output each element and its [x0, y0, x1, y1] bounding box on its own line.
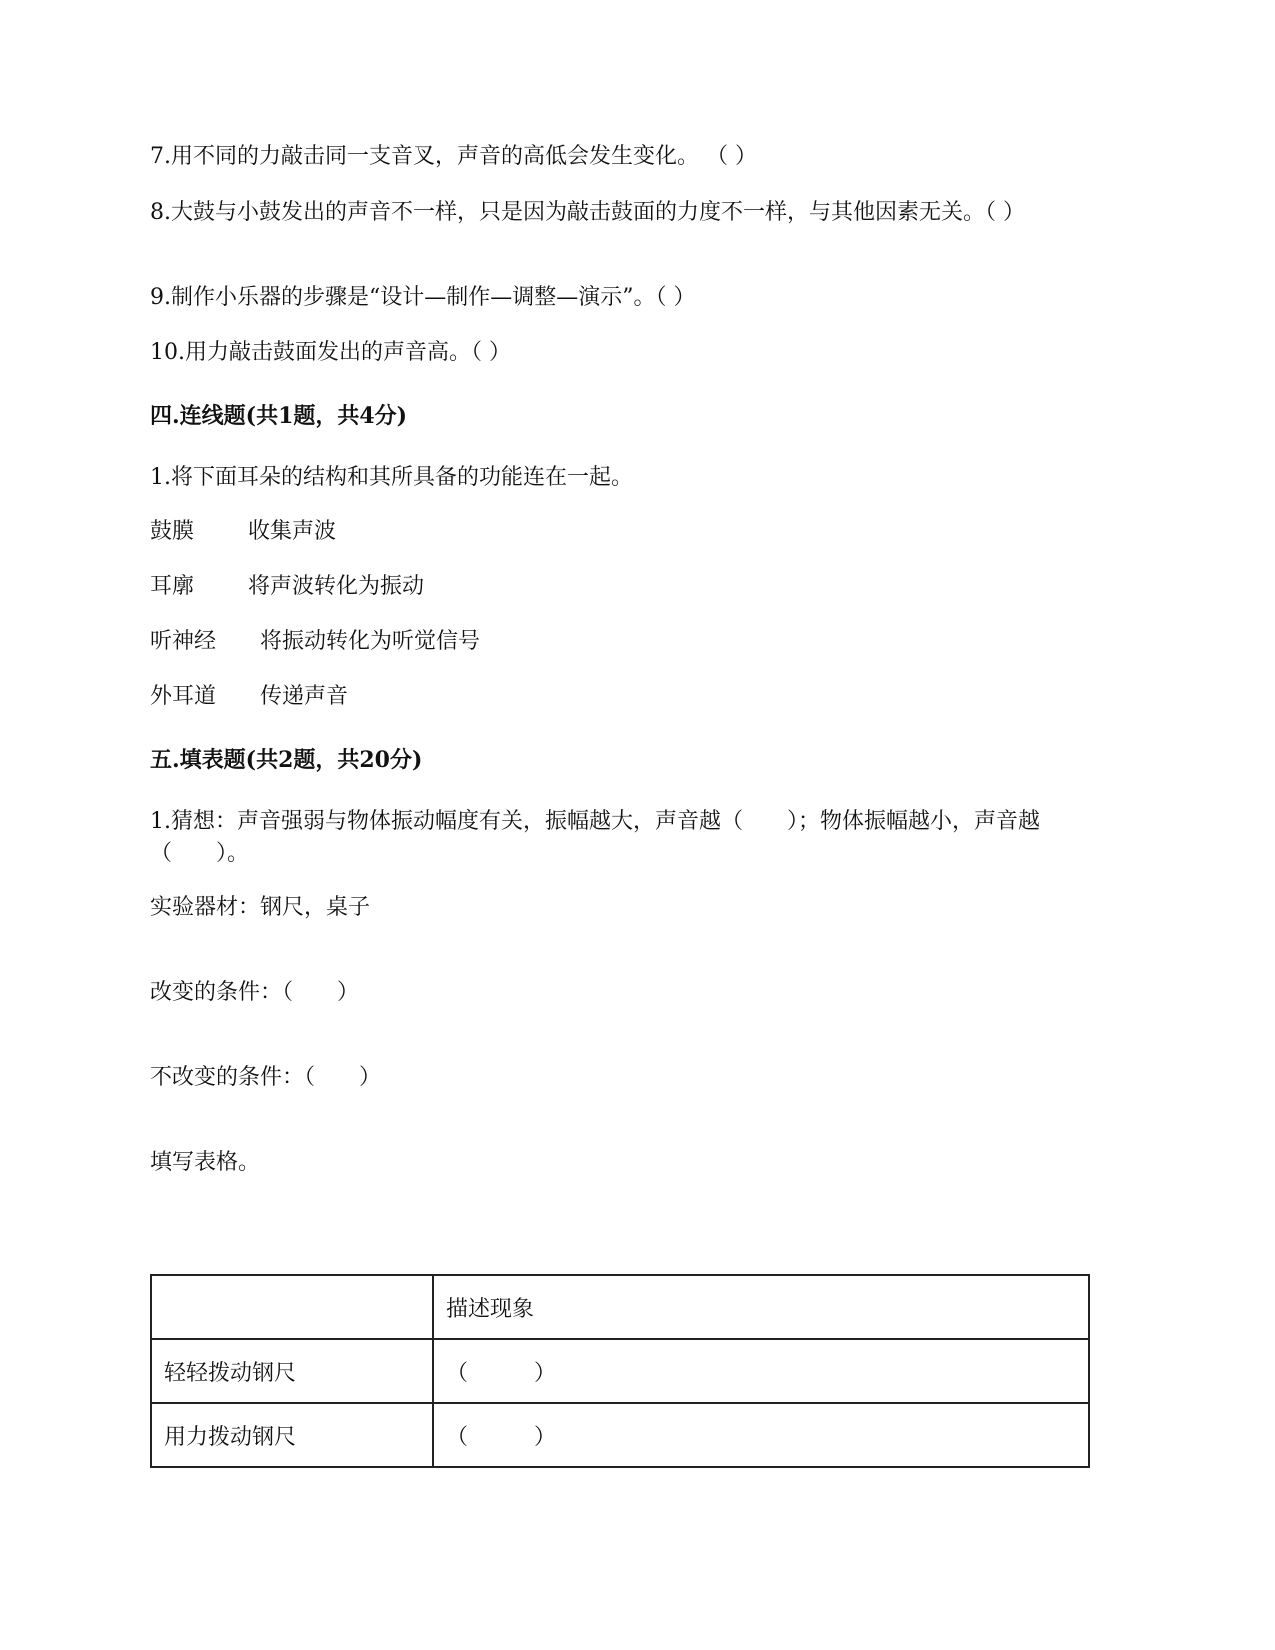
table-cell: 用力拨动钢尺 [151, 1403, 433, 1467]
table-header-cell: 描述现象 [433, 1275, 1089, 1339]
ear-structure-label: 听神经 [150, 629, 217, 654]
hypothesis-question: 1.猜想：声音强弱与物体振动幅度有关，振幅越大，声音越（ ）；物体振幅越小，声音越（ ）。 [150, 809, 1040, 866]
ear-function-label: 将声波转化为振动 [248, 574, 425, 599]
section-heading-fill-table: 五.填表题(共2题，共20分) [150, 747, 423, 773]
matching-pair [150, 571, 425, 603]
table-row [151, 1403, 1089, 1467]
ear-function-label: 收集声波 [248, 519, 337, 544]
matching-pair [150, 626, 481, 658]
ear-structure-label: 外耳道 [150, 684, 217, 709]
question-8: 8.大鼓与小鼓发出的声音不一样，只是因为敲击鼓面的力度不一样，与其他因素无关。（ ） [150, 200, 1025, 225]
materials-text: 实验器材：钢尺，桌子 [150, 895, 371, 920]
table-cell-answer: （ ） [433, 1403, 1089, 1467]
unchanged-condition: 不改变的条件：（ ） [150, 1065, 382, 1090]
question-10: 10.用力敲击鼓面发出的声音高。（ ） [150, 340, 511, 365]
observation-table [150, 1274, 1090, 1468]
ear-structure-label: 鼓膜 [150, 519, 195, 544]
ear-structure-label: 耳廓 [150, 574, 195, 599]
table-header-row [151, 1275, 1089, 1339]
table-cell: 轻轻拨动钢尺 [151, 1339, 433, 1403]
ear-function-label: 传递声音 [260, 684, 349, 709]
table-cell-answer: （ ） [433, 1339, 1089, 1403]
table-row [151, 1339, 1089, 1403]
section-heading-matching: 四.连线题(共1题，共4分) [150, 403, 408, 429]
matching-question: 1.将下面耳朵的结构和其所具备的功能连在一起。 [150, 465, 633, 490]
question-9: 9.制作小乐器的步骤是“设计—制作—调整—演示”。（ ） [150, 285, 696, 310]
question-7: 7.用不同的力敲击同一支音叉，声音的高低会发生变化。 （ ） [150, 144, 757, 169]
changed-condition: 改变的条件：（ ） [150, 980, 360, 1005]
ear-function-label: 将振动转化为听觉信号 [260, 629, 481, 654]
fill-table-instruction: 填写表格。 [150, 1150, 261, 1175]
table-header-cell [151, 1275, 433, 1339]
matching-pair [150, 516, 337, 548]
matching-pair [150, 681, 349, 713]
